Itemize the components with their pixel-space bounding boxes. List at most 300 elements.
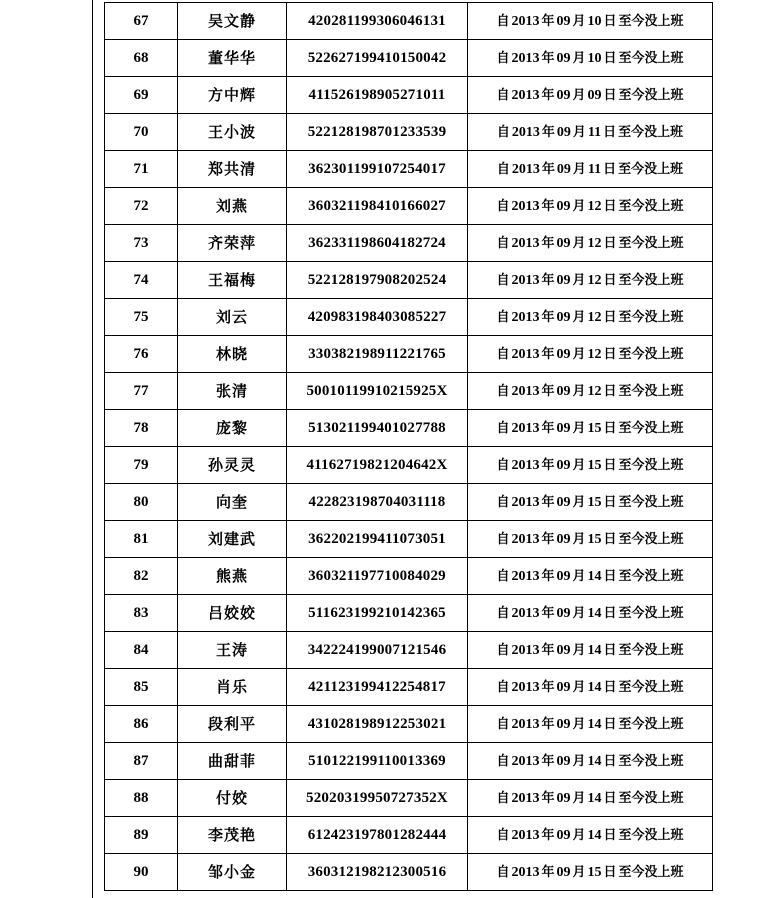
- cell-name: 庞黎: [178, 410, 287, 447]
- cell-id-number: 422823198704031118: [287, 484, 468, 521]
- note-day: 14: [587, 717, 602, 732]
- note-day: 14: [587, 643, 602, 658]
- note-prefix: 自: [496, 273, 510, 288]
- note-day: 14: [587, 569, 602, 584]
- note-year: 2013: [511, 384, 540, 399]
- cell-note: [468, 854, 713, 891]
- note-text: [495, 3, 684, 39]
- table-row: [105, 77, 713, 114]
- cell-note: [468, 632, 713, 669]
- note-suffix: 至今没上班: [618, 421, 684, 436]
- roster-table-body: [105, 3, 713, 891]
- note-day-unit: 日: [603, 125, 617, 140]
- note-year: 2013: [511, 828, 540, 843]
- note-year: 2013: [511, 347, 540, 362]
- note-day-unit: 日: [603, 569, 617, 584]
- note-month-unit: 月: [572, 458, 586, 473]
- note-year-unit: 年: [541, 273, 555, 288]
- cell-note: [468, 188, 713, 225]
- cell-note: [468, 669, 713, 706]
- note-day: 11: [587, 162, 602, 177]
- note-day: 12: [587, 347, 602, 362]
- note-month-unit: 月: [572, 14, 586, 29]
- note-day: 15: [587, 865, 602, 880]
- note-suffix: 至今没上班: [618, 347, 684, 362]
- note-suffix: 至今没上班: [618, 384, 684, 399]
- cell-id-number: 510122199110013369: [287, 743, 468, 780]
- cell-id-number: 360312198212300516: [287, 854, 468, 891]
- note-year: 2013: [511, 310, 540, 325]
- note-prefix: 自: [496, 754, 510, 769]
- cell-id-number: 360321198410166027: [287, 188, 468, 225]
- note-month-unit: 月: [572, 273, 586, 288]
- note-text: [495, 410, 684, 446]
- note-month: 09: [556, 199, 571, 214]
- note-month-unit: 月: [572, 236, 586, 251]
- note-day-unit: 日: [603, 347, 617, 362]
- table-row: [105, 632, 713, 669]
- note-month-unit: 月: [572, 384, 586, 399]
- table-row: [105, 373, 713, 410]
- note-text: [495, 40, 684, 76]
- note-suffix: 至今没上班: [618, 643, 684, 658]
- note-prefix: 自: [496, 236, 510, 251]
- note-text: [495, 669, 684, 705]
- note-suffix: 至今没上班: [618, 606, 684, 621]
- note-year-unit: 年: [541, 125, 555, 140]
- note-year: 2013: [511, 458, 540, 473]
- note-month-unit: 月: [572, 421, 586, 436]
- note-day-unit: 日: [603, 458, 617, 473]
- note-year: 2013: [511, 680, 540, 695]
- cell-index: 76: [105, 336, 178, 373]
- note-month: 09: [556, 273, 571, 288]
- note-suffix: 至今没上班: [618, 162, 684, 177]
- note-suffix: 至今没上班: [618, 532, 684, 547]
- table-row: [105, 595, 713, 632]
- note-month-unit: 月: [572, 199, 586, 214]
- cell-index: 72: [105, 188, 178, 225]
- note-day-unit: 日: [603, 643, 617, 658]
- note-day: 15: [587, 458, 602, 473]
- note-year: 2013: [511, 791, 540, 806]
- note-prefix: 自: [496, 14, 510, 29]
- note-month: 09: [556, 347, 571, 362]
- cell-index: 78: [105, 410, 178, 447]
- cell-index: 80: [105, 484, 178, 521]
- cell-note: [468, 595, 713, 632]
- note-year: 2013: [511, 125, 540, 140]
- note-day-unit: 日: [603, 532, 617, 547]
- cell-id-number: 41162719821204642X: [287, 447, 468, 484]
- note-prefix: 自: [496, 606, 510, 621]
- note-text: [495, 188, 684, 224]
- note-year-unit: 年: [541, 51, 555, 66]
- note-text: [495, 743, 684, 779]
- note-year: 2013: [511, 606, 540, 621]
- cell-index: 68: [105, 40, 178, 77]
- note-day-unit: 日: [603, 162, 617, 177]
- note-year-unit: 年: [541, 791, 555, 806]
- cell-id-number: 411526198905271011: [287, 77, 468, 114]
- cell-name: 王福梅: [178, 262, 287, 299]
- note-month-unit: 月: [572, 162, 586, 177]
- note-month: 09: [556, 865, 571, 880]
- note-suffix: 至今没上班: [618, 199, 684, 214]
- note-day: 14: [587, 791, 602, 806]
- cell-note: [468, 447, 713, 484]
- note-prefix: 自: [496, 125, 510, 140]
- table-row: [105, 706, 713, 743]
- note-year: 2013: [511, 532, 540, 547]
- note-day: 11: [587, 125, 602, 140]
- note-year-unit: 年: [541, 828, 555, 843]
- note-year-unit: 年: [541, 606, 555, 621]
- note-month-unit: 月: [572, 754, 586, 769]
- note-month-unit: 月: [572, 606, 586, 621]
- cell-note: [468, 780, 713, 817]
- note-text: [495, 595, 684, 631]
- roster-table-container: [104, 2, 708, 891]
- cell-index: 87: [105, 743, 178, 780]
- cell-id-number: 420983198403085227: [287, 299, 468, 336]
- note-text: [495, 854, 684, 890]
- note-suffix: 至今没上班: [618, 680, 684, 695]
- note-year: 2013: [511, 754, 540, 769]
- cell-id-number: 612423197801282444: [287, 817, 468, 854]
- note-day: 10: [587, 14, 602, 29]
- cell-index: 90: [105, 854, 178, 891]
- note-month-unit: 月: [572, 865, 586, 880]
- note-month-unit: 月: [572, 88, 586, 103]
- note-suffix: 至今没上班: [618, 865, 684, 880]
- note-day: 12: [587, 199, 602, 214]
- cell-note: [468, 40, 713, 77]
- cell-id-number: 362202199411073051: [287, 521, 468, 558]
- note-day: 14: [587, 754, 602, 769]
- note-prefix: 自: [496, 717, 510, 732]
- note-suffix: 至今没上班: [618, 495, 684, 510]
- note-year: 2013: [511, 162, 540, 177]
- note-month: 09: [556, 791, 571, 806]
- note-text: [495, 521, 684, 557]
- table-row: [105, 336, 713, 373]
- note-day: 12: [587, 236, 602, 251]
- cell-name: 董华华: [178, 40, 287, 77]
- note-month: 09: [556, 421, 571, 436]
- note-year-unit: 年: [541, 236, 555, 251]
- cell-id-number: 52020319950727352X: [287, 780, 468, 817]
- note-day-unit: 日: [603, 14, 617, 29]
- note-year-unit: 年: [541, 680, 555, 695]
- note-prefix: 自: [496, 643, 510, 658]
- cell-index: 82: [105, 558, 178, 595]
- cell-note: [468, 299, 713, 336]
- note-month: 09: [556, 384, 571, 399]
- cell-note: [468, 743, 713, 780]
- cell-id-number: 342224199007121546: [287, 632, 468, 669]
- note-month: 09: [556, 125, 571, 140]
- note-month-unit: 月: [572, 51, 586, 66]
- note-suffix: 至今没上班: [618, 791, 684, 806]
- note-text: [495, 484, 684, 520]
- note-day: 15: [587, 495, 602, 510]
- cell-note: [468, 262, 713, 299]
- cell-name: 肖乐: [178, 669, 287, 706]
- note-suffix: 至今没上班: [618, 310, 684, 325]
- note-year-unit: 年: [541, 199, 555, 214]
- note-day-unit: 日: [603, 717, 617, 732]
- note-year-unit: 年: [541, 643, 555, 658]
- note-prefix: 自: [496, 384, 510, 399]
- note-day-unit: 日: [603, 199, 617, 214]
- note-suffix: 至今没上班: [618, 14, 684, 29]
- note-day: 15: [587, 532, 602, 547]
- note-day-unit: 日: [603, 88, 617, 103]
- note-prefix: 自: [496, 569, 510, 584]
- note-text: [496, 151, 684, 187]
- cell-note: [468, 151, 713, 188]
- note-year-unit: 年: [541, 569, 555, 584]
- cell-id-number: 360321197710084029: [287, 558, 468, 595]
- cell-note: [468, 521, 713, 558]
- note-day: 12: [587, 384, 602, 399]
- table-row: [105, 669, 713, 706]
- note-month: 09: [556, 310, 571, 325]
- cell-index: 73: [105, 225, 178, 262]
- note-suffix: 至今没上班: [618, 828, 684, 843]
- note-month-unit: 月: [572, 347, 586, 362]
- note-suffix: 至今没上班: [618, 51, 684, 66]
- note-day-unit: 日: [603, 273, 617, 288]
- table-row: [105, 854, 713, 891]
- note-prefix: 自: [496, 347, 510, 362]
- note-day: 12: [587, 310, 602, 325]
- note-day: 12: [587, 273, 602, 288]
- cell-index: 85: [105, 669, 178, 706]
- cell-name: 林晓: [178, 336, 287, 373]
- note-prefix: 自: [496, 51, 510, 66]
- cell-note: [468, 336, 713, 373]
- note-month: 09: [556, 88, 571, 103]
- note-day-unit: 日: [603, 680, 617, 695]
- table-row: [105, 40, 713, 77]
- cell-name: 付姣: [178, 780, 287, 817]
- cell-note: [468, 817, 713, 854]
- note-month: 09: [556, 532, 571, 547]
- note-prefix: 自: [496, 865, 510, 880]
- note-text: [495, 336, 684, 372]
- note-prefix: 自: [496, 88, 510, 103]
- cell-name: 齐荣萍: [178, 225, 287, 262]
- cell-note: [468, 114, 713, 151]
- note-year-unit: 年: [541, 347, 555, 362]
- cell-name: 向奎: [178, 484, 287, 521]
- note-year-unit: 年: [541, 532, 555, 547]
- table-row: [105, 151, 713, 188]
- table-row: [105, 410, 713, 447]
- cell-id-number: 513021199401027788: [287, 410, 468, 447]
- note-year-unit: 年: [541, 458, 555, 473]
- note-suffix: 至今没上班: [618, 236, 684, 251]
- note-month: 09: [556, 606, 571, 621]
- cell-index: 74: [105, 262, 178, 299]
- note-year-unit: 年: [541, 754, 555, 769]
- note-year-unit: 年: [541, 14, 555, 29]
- note-prefix: 自: [496, 680, 510, 695]
- note-year: 2013: [511, 421, 540, 436]
- note-day: 14: [587, 680, 602, 695]
- cell-note: [468, 373, 713, 410]
- note-prefix: 自: [496, 791, 510, 806]
- cell-id-number: 421123199412254817: [287, 669, 468, 706]
- table-row: [105, 447, 713, 484]
- note-month: 09: [556, 569, 571, 584]
- note-day-unit: 日: [603, 754, 617, 769]
- table-row: [105, 780, 713, 817]
- table-row: [105, 3, 713, 40]
- cell-index: 77: [105, 373, 178, 410]
- cell-name: 王小波: [178, 114, 287, 151]
- cell-id-number: 511623199210142365: [287, 595, 468, 632]
- note-month-unit: 月: [572, 495, 586, 510]
- note-day-unit: 日: [603, 310, 617, 325]
- note-month: 09: [556, 643, 571, 658]
- table-row: [105, 484, 713, 521]
- note-year: 2013: [511, 495, 540, 510]
- note-day-unit: 日: [603, 828, 617, 843]
- note-day-unit: 日: [603, 421, 617, 436]
- note-prefix: 自: [496, 828, 510, 843]
- note-suffix: 至今没上班: [618, 125, 684, 140]
- cell-name: 邹小金: [178, 854, 287, 891]
- cell-name: 熊燕: [178, 558, 287, 595]
- note-text: [495, 817, 684, 853]
- table-row: [105, 262, 713, 299]
- note-month: 09: [556, 495, 571, 510]
- cell-index: 71: [105, 151, 178, 188]
- note-text: [496, 114, 684, 150]
- note-year: 2013: [511, 643, 540, 658]
- table-row: [105, 299, 713, 336]
- cell-name: 王涛: [178, 632, 287, 669]
- note-month: 09: [556, 754, 571, 769]
- table-row: [105, 817, 713, 854]
- cell-name: 郑共清: [178, 151, 287, 188]
- cell-index: 69: [105, 77, 178, 114]
- table-row: [105, 558, 713, 595]
- note-year: 2013: [511, 717, 540, 732]
- note-year: 2013: [511, 236, 540, 251]
- note-day-unit: 日: [603, 606, 617, 621]
- cell-index: 88: [105, 780, 178, 817]
- note-year: 2013: [511, 273, 540, 288]
- note-month-unit: 月: [572, 791, 586, 806]
- note-day: 14: [587, 828, 602, 843]
- note-year-unit: 年: [541, 88, 555, 103]
- note-text: [495, 706, 684, 742]
- note-day-unit: 日: [603, 51, 617, 66]
- cell-id-number: 330382198911221765: [287, 336, 468, 373]
- note-month: 09: [556, 14, 571, 29]
- cell-name: 李茂艳: [178, 817, 287, 854]
- cell-id-number: 420281199306046131: [287, 3, 468, 40]
- cell-name: 段利平: [178, 706, 287, 743]
- table-row: [105, 114, 713, 151]
- table-row: [105, 521, 713, 558]
- note-prefix: 自: [496, 310, 510, 325]
- note-text: [495, 77, 684, 113]
- cell-id-number: 431028198912253021: [287, 706, 468, 743]
- cell-index: 89: [105, 817, 178, 854]
- note-prefix: 自: [496, 421, 510, 436]
- cell-index: 81: [105, 521, 178, 558]
- note-year-unit: 年: [541, 717, 555, 732]
- note-day-unit: 日: [603, 791, 617, 806]
- note-year-unit: 年: [541, 865, 555, 880]
- note-text: [495, 447, 684, 483]
- cell-note: [468, 558, 713, 595]
- cell-id-number: 522128197908202524: [287, 262, 468, 299]
- note-prefix: 自: [496, 162, 510, 177]
- cell-id-number: 50010119910215925X: [287, 373, 468, 410]
- cell-index: 70: [105, 114, 178, 151]
- note-day-unit: 日: [603, 495, 617, 510]
- table-row: [105, 188, 713, 225]
- note-year-unit: 年: [541, 421, 555, 436]
- note-text: [495, 780, 684, 816]
- note-year: 2013: [511, 14, 540, 29]
- cell-name: 张清: [178, 373, 287, 410]
- cell-id-number: 522627199410150042: [287, 40, 468, 77]
- cell-index: 84: [105, 632, 178, 669]
- note-year: 2013: [511, 199, 540, 214]
- note-suffix: 至今没上班: [618, 569, 684, 584]
- cell-name: 刘燕: [178, 188, 287, 225]
- note-year-unit: 年: [541, 162, 555, 177]
- note-month-unit: 月: [572, 125, 586, 140]
- note-day: 10: [587, 51, 602, 66]
- note-month: 09: [556, 51, 571, 66]
- note-year: 2013: [511, 569, 540, 584]
- cell-name: 曲甜菲: [178, 743, 287, 780]
- note-text: [495, 558, 684, 594]
- note-month-unit: 月: [572, 717, 586, 732]
- note-month: 09: [556, 458, 571, 473]
- note-month-unit: 月: [572, 643, 586, 658]
- cell-index: 67: [105, 3, 178, 40]
- note-year: 2013: [511, 865, 540, 880]
- note-day-unit: 日: [603, 865, 617, 880]
- note-text: [495, 373, 684, 409]
- note-month: 09: [556, 680, 571, 695]
- note-suffix: 至今没上班: [618, 88, 684, 103]
- roster-table: [104, 2, 713, 891]
- note-day: 09: [587, 88, 602, 103]
- cell-name: 吕姣姣: [178, 595, 287, 632]
- cell-id-number: 362331198604182724: [287, 225, 468, 262]
- cell-note: [468, 3, 713, 40]
- note-month: 09: [556, 236, 571, 251]
- note-month-unit: 月: [572, 532, 586, 547]
- note-month-unit: 月: [572, 828, 586, 843]
- note-year-unit: 年: [541, 384, 555, 399]
- note-text: [495, 632, 684, 668]
- note-suffix: 至今没上班: [618, 754, 684, 769]
- cell-note: [468, 410, 713, 447]
- cell-name: 吴文静: [178, 3, 287, 40]
- note-prefix: 自: [496, 495, 510, 510]
